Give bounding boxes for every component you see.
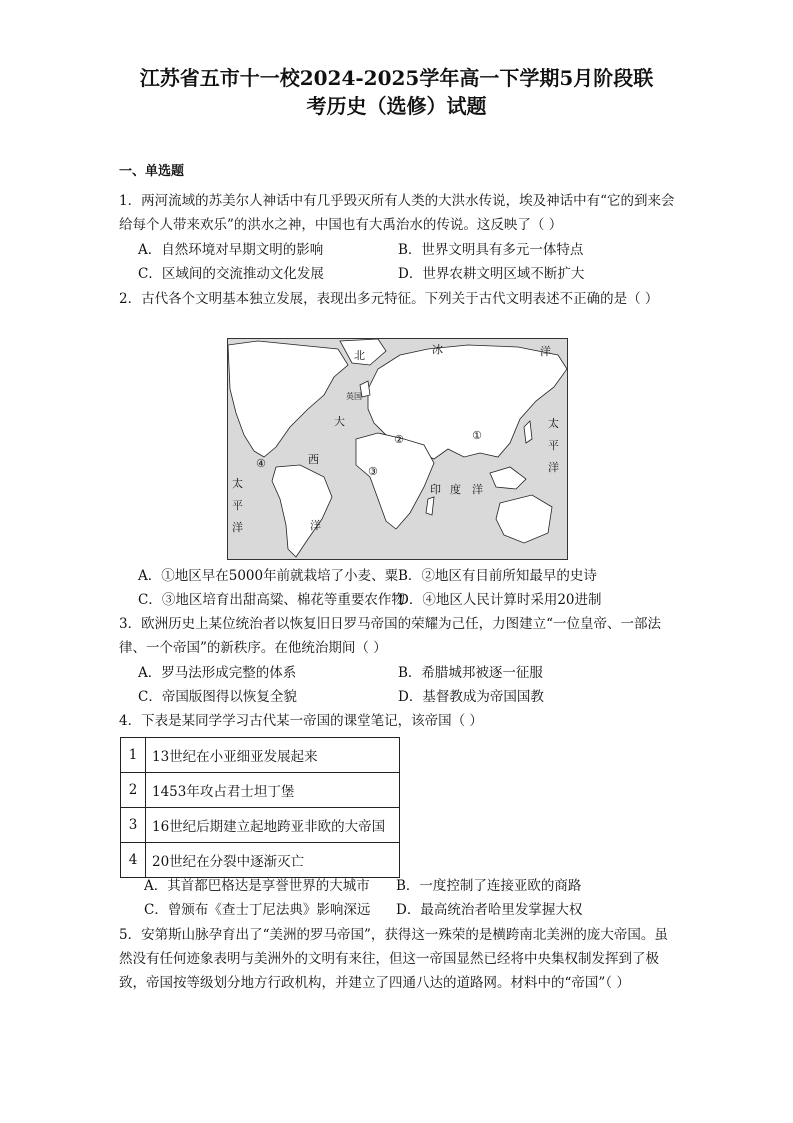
table-row-number: 3	[121, 808, 146, 843]
map-label-bei: 北	[354, 349, 365, 362]
table-row-number: 1	[121, 738, 146, 773]
question-3-text: 3．欧洲历史上某位统治者以恢复旧日罗马帝国的荣耀为己任，力图建立“一位皇帝、一部法律、一个帝国”的新秩序。在他统治期间（ ）	[119, 616, 661, 656]
map-label-ping-east: 平	[548, 439, 559, 452]
north-america-landmass	[228, 341, 348, 457]
map-label-da: 大	[334, 415, 345, 428]
q2-option-a[interactable]: A．①地区早在5000年前就栽培了小麦、粟	[138, 568, 399, 584]
map-marker-4: ④	[256, 457, 266, 470]
south-america-landmass	[272, 465, 332, 557]
map-label-ping-west: 平	[232, 499, 243, 512]
question-1-options	[138, 238, 683, 286]
map-label-britain: 英国	[346, 392, 362, 401]
table-row-number: 4	[121, 843, 146, 878]
table-row-number: 2	[121, 773, 146, 808]
map-label-yin: 印	[430, 483, 441, 496]
q2-option-c[interactable]: C．③地区培育出甜高粱、棉花等重要农作物	[138, 592, 405, 608]
q3-option-c[interactable]: C．帝国版图得以恢复全貌	[138, 689, 297, 705]
question-3-options	[138, 661, 683, 709]
question-4-text: 4．下表是某同学学习古代某一帝国的课堂笔记，该帝国（ ）	[119, 713, 483, 729]
africa-landmass	[356, 433, 434, 529]
section-heading: 一、单选题	[119, 164, 185, 179]
question-5-text: 5．安第斯山脉孕育出了“美洲的罗马帝国”，获得这一殊荣的是横跨南北美洲的庞大帝国。虽然没有任何迹象表明与美洲外的文明有来往，但这一帝国显然已经将中央集权制发挥到了极致，帝国按等级划分地方行政机构，并建立了四通八达的道路网。材料中的“帝国”（ ）	[119, 927, 668, 991]
q1-option-a[interactable]: A．自然环境对早期文明的影响	[138, 242, 324, 258]
q3-option-b[interactable]: B．希腊城邦被逐一征服	[398, 665, 543, 681]
madagascar-landmass	[426, 497, 434, 515]
title-line-1: 江苏省五市十一校2024-2025学年高一下学期5月阶段联	[139, 66, 654, 90]
map-label-yang-pacific-west: 洋	[232, 521, 243, 534]
map-label-xi: 西	[308, 453, 319, 466]
map-label-tai-east: 太	[548, 417, 559, 430]
table-row-text: 20世纪在分裂中逐渐灭亡	[146, 843, 400, 878]
map-marker-2: ②	[394, 433, 404, 446]
q3-option-a[interactable]: A．罗马法形成完整的体系	[138, 665, 297, 681]
table-row	[121, 843, 400, 878]
q1-option-b[interactable]: B．世界文明具有多元一体特点	[398, 242, 584, 258]
document-title	[110, 64, 683, 120]
question-1-text: 1．两河流域的苏美尔人神话中有几乎毁灭所有人类的大洪水传说，埃及神话中有“它的到来会给每个人带来欢乐”的洪水之神，中国也有大禹治水的传说。这反映了（ ）	[119, 193, 675, 233]
q4-option-a[interactable]: A．其首都巴格达是享誉世界的大城市	[144, 878, 370, 894]
q4-option-d[interactable]: D．最高统治者哈里发掌握大权	[396, 902, 583, 918]
notes-table	[120, 737, 400, 878]
map-label-yang-pacific-east: 洋	[548, 461, 559, 474]
question-2-options	[138, 564, 683, 612]
map-label-bing: 冰	[432, 343, 443, 356]
map-label-yang-atlantic: 洋	[310, 519, 321, 532]
map-label-tai-west: 太	[232, 477, 243, 490]
q1-option-d[interactable]: D．世界农耕文明区域不断扩大	[398, 266, 585, 282]
table-row	[121, 808, 400, 843]
q1-option-c[interactable]: C．区域间的交流推动文化发展	[138, 266, 324, 282]
se-asia-islands	[490, 467, 526, 489]
question-4-options	[144, 874, 689, 922]
table-row-text: 13世纪在小亚细亚发展起来	[146, 738, 400, 773]
table-row-text: 1453年攻占君士坦丁堡	[146, 773, 400, 808]
map-label-yang-top: 洋	[540, 345, 551, 358]
map-marker-1: ①	[472, 429, 482, 442]
table-row	[121, 773, 400, 808]
title-line-2: 考历史（选修）试题	[306, 94, 487, 118]
japan-landmass	[524, 421, 532, 443]
australia-landmass	[496, 495, 552, 543]
map-label-du: 度	[450, 483, 461, 496]
q4-option-b[interactable]: B．一度控制了连接亚欧的商路	[396, 878, 582, 894]
map-marker-3: ③	[368, 465, 378, 478]
map-label-yang-indian: 洋	[472, 483, 483, 496]
table-row-text: 16世纪后期建立起地跨亚非欧的大帝国	[146, 808, 400, 843]
q3-option-d[interactable]: D．基督教成为帝国国教	[398, 689, 544, 705]
q2-option-d[interactable]: D．④地区人民计算时采用20进制	[398, 592, 602, 608]
q4-option-c[interactable]: C．曾颁布《查士丁尼法典》影响深远	[144, 902, 371, 918]
world-map	[227, 338, 568, 560]
q2-option-b[interactable]: B．②地区有目前所知最早的史诗	[398, 568, 597, 584]
question-2-text: 2．古代各个文明基本独立发展，表现出多元特征。下列关于古代文明表述不正确的是（ ）	[119, 291, 659, 307]
table-row	[121, 738, 400, 773]
